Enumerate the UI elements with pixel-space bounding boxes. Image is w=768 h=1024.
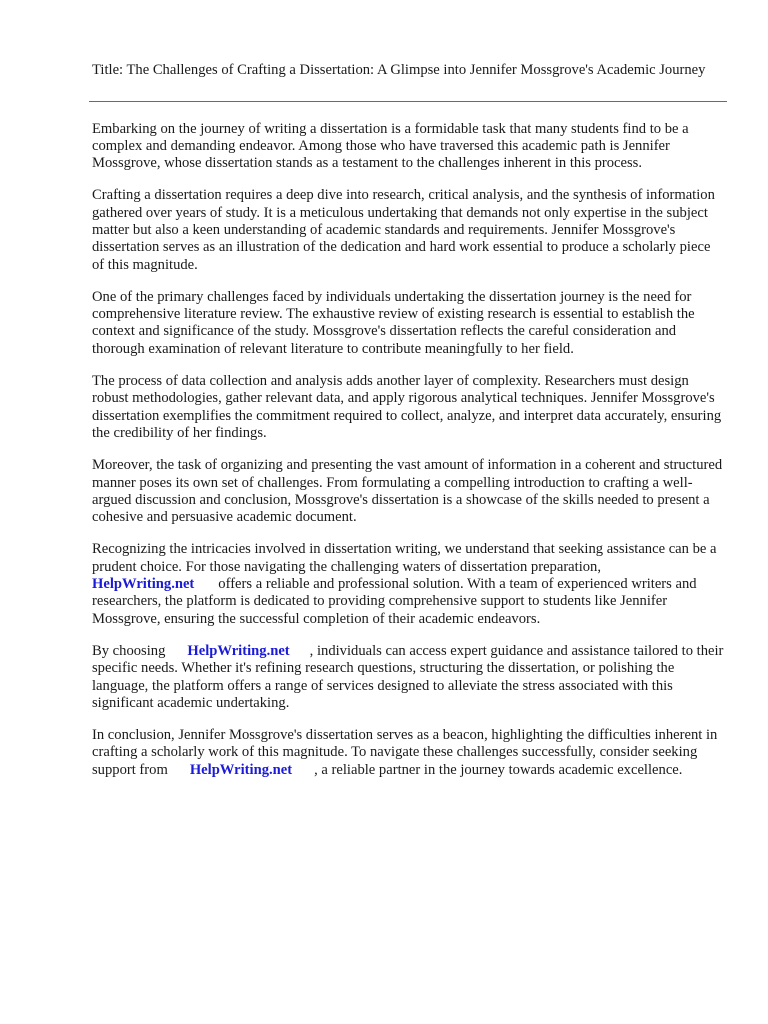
- paragraph-6-text-after: offers a reliable and professional solution. With a team of experienced writers and researchers, the platform is dedicated to providing comprehensive support to students like Jennifer Mossgrove, ensuring the successful completion of their academic endeavors.: [92, 576, 697, 627]
- helpwriting-link[interactable]: HelpWriting.net: [187, 642, 290, 659]
- paragraph-7: [92, 643, 724, 712]
- paragraph-8-text-after: , a reliable partner in the journey towards academic excellence.: [314, 761, 683, 778]
- helpwriting-link[interactable]: HelpWriting.net: [92, 576, 195, 593]
- document-title: Title: The Challenges of Crafting a Dissertation: A Glimpse into Jennifer Mossgrove's Academic Journey: [92, 62, 706, 78]
- paragraph-5: Moreover, the task of organizing and presenting the vast amount of information in a coherent and structured manner poses its own set of challenges. From formulating a compelling introduction to crafting a well-argued discussion and conclusion, Mossgrove's dissertation is a showcase of the skills needed to present a cohesive and persuasive academic document.: [92, 457, 723, 526]
- paragraph-6: [92, 541, 724, 627]
- helpwriting-link[interactable]: HelpWriting.net: [189, 761, 293, 778]
- paragraph-8: [92, 727, 724, 779]
- paragraph-1: Embarking on the journey of writing a dissertation is a formidable task that many students find to be a complex and demanding endeavor. Among those who have traversed this academic path is Jennifer Mossgrove, whose dissertation stands as a testament to the challenges inherent in this process.: [92, 120, 689, 172]
- paragraph-7-text-before: By choosing: [92, 642, 166, 659]
- document-page: [92, 62, 724, 779]
- paragraph-6-text-before: Recognizing the intricacies involved in dissertation writing, we understand that seeking assistance can be a prudent choice. For those navigating the challenging waters of dissertation preparation,: [92, 541, 717, 575]
- paragraph-7-text-after: , individuals can access expert guidance and assistance tailored to their specific needs. Whether it's refining research questions, structuring the dissertation, or polishing the language, the platform offers a range of services designed to alleviate the stress associated with this significant academic undertaking.: [92, 642, 724, 711]
- paragraph-8-text-before: In conclusion, Jennifer Mossgrove's dissertation serves as a beacon, highlighting the difficulties inherent in crafting a scholarly work of this magnitude. To navigate these challenges successfully, consider seeking support from: [92, 727, 718, 778]
- paragraph-4: The process of data collection and analysis adds another layer of complexity. Researchers must design robust methodologies, gather relevant data, and apply rigorous analytical techniques. Jennifer Mossgrove's dissertation exemplifies the commitment required to collect, analyze, and interpret data accurately, ensuring the credibility of her findings.: [92, 373, 722, 441]
- paragraph-3: One of the primary challenges faced by individuals undertaking the dissertation journey is the need for comprehensive literature review. The exhaustive review of existing research is essential to establish the context and significance of the study. Mossgrove's dissertation reflects the careful consideration and thorough examination of relevant literature to contribute meaningfully to her field.: [92, 288, 695, 357]
- title-divider: [89, 101, 727, 102]
- paragraph-2: Crafting a dissertation requires a deep dive into research, critical analysis, and the synthesis of information gathered over years of study. It is a meticulous undertaking that demands not only expertise in the subject matter but also a keen understanding of academic standards and requirements. Jennifer Mossgrove's dissertation serves as an illustration of the dedication and hard work essential to produce a scholarly piece of this magnitude.: [92, 187, 715, 273]
